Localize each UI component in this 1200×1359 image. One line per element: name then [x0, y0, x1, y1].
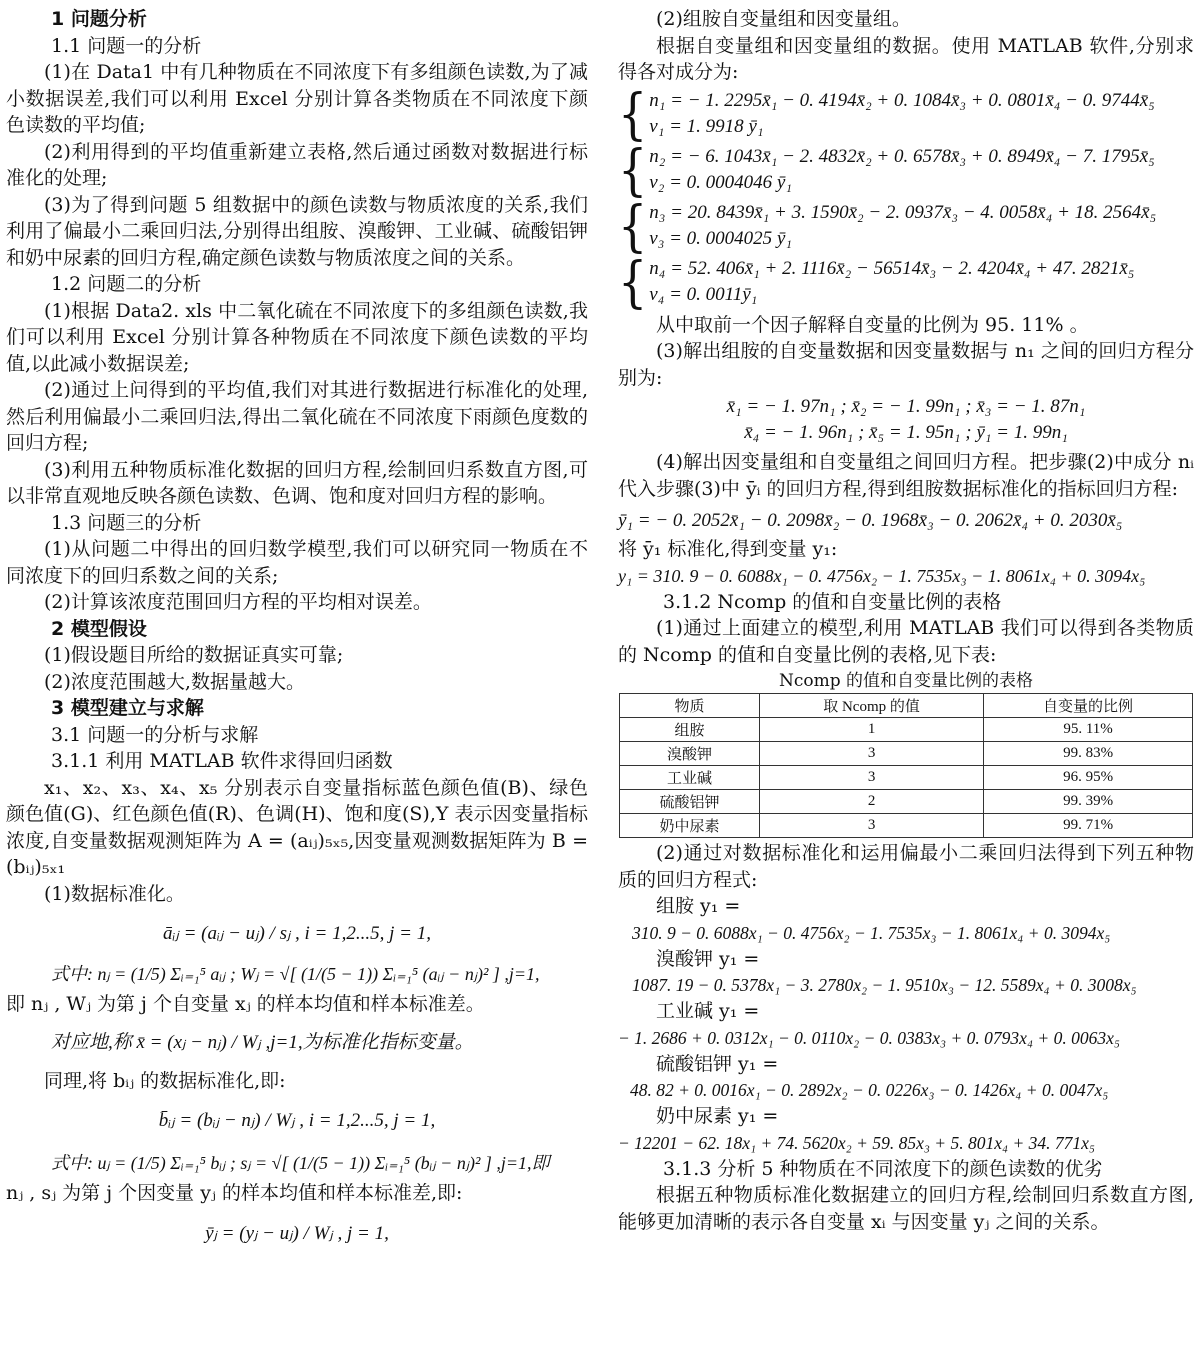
- paragraph: (1)在 Data1 中有几种物质在不同浓度下有多组颜色读数,为了减小数据误差,我们可以利用 Excel 分别计算各类物质在不同浓度下颜色读数的平均值;: [6, 61, 588, 136]
- table-row: [620, 766, 1193, 790]
- table-cell: 3: [760, 742, 984, 766]
- equation: n₂ = − 6. 1043x̄₁ − 2. 4832x̄₂ + 0. 6578x̄₃ + 0. 8949x̄₄ − 7. 1795x̄₅: [649, 145, 1155, 167]
- subsection-heading: 3.1 问题一的分析与求解: [51, 723, 259, 746]
- subsection-heading: 1.3 问题三的分析: [51, 511, 202, 534]
- table-row: [620, 718, 1193, 742]
- section-heading: 1 问题分析: [51, 8, 147, 30]
- equation: v₄ = 0. 0011ȳ₁: [649, 283, 758, 305]
- subsection-heading: 1.1 问题一的分析: [51, 34, 202, 57]
- table-cell: 95. 11%: [984, 718, 1193, 742]
- equation: x̄₄ = − 1. 96n₁ ; x̄₅ = 1. 95n₁ ; ȳ₁ = 1. 99n₁: [744, 422, 1068, 443]
- table-cell: 溴酸钾: [620, 742, 760, 766]
- equation: v₂ = 0. 0004046 ȳ₁: [649, 171, 792, 193]
- paragraph: x₁、x₂、x₃、x₄、x₅ 分别表示自变量指标蓝色颜色值(B)、绿色颜色值(G)、红色颜色值(R)、色调(H)、饱和度(S),Y 表示因变量指标浓度,自变量数据观测矩阵为 A = (aᵢⱼ)₅ₓ₅,因变量观测数据矩阵为 B = (bᵢⱼ)₅ₓ₁: [6, 776, 588, 878]
- paragraph: (1)通过上面建立的模型,利用 MATLAB 我们可以得到各类物质的 Ncomp 的值和自变量比例的表格,见下表:: [618, 617, 1194, 666]
- paragraph: (2)通过上问得到的平均值,我们对其进行数据进行标准化的处理,然后利用偏最小二乘回归法,得出二氧化硫在不同浓度下雨颜色度数的回归方程;: [6, 379, 588, 454]
- table-row: [620, 742, 1193, 766]
- table-cell: 3: [760, 766, 984, 790]
- table-row: [620, 790, 1193, 814]
- paragraph: (4)解出因变量组和自变量组之间回归方程。把步骤(2)中成分 nᵢ 代入步骤(3)中 ȳᵢ 的回归方程,得到组胺数据标准化的指标回归方程:: [618, 451, 1194, 500]
- paragraph: nⱼ , sⱼ 为第 j 个因变量 yⱼ 的样本均值和样本标准差,即:: [6, 1182, 463, 1204]
- section-heading: 3 模型建立与求解: [51, 697, 204, 719]
- subsubsection-heading: 3.1.3 分析 5 种物质在不同浓度下的颜色读数的优劣: [663, 1157, 1103, 1180]
- section-heading: 2 模型假设: [51, 617, 147, 640]
- equation: 48. 82 + 0. 0016x₁ − 0. 2892x₂ − 0. 0226x₃ − 0. 1426x₄ + 0. 0047x₅: [630, 1080, 1109, 1100]
- paragraph: (3)解出组胺的自变量数据和因变量数据与 n₁ 之间的回归方程分别为:: [618, 340, 1194, 389]
- subsubsection-heading: 3.1.2 Ncomp 的值和自变量比例的表格: [663, 590, 1002, 613]
- paragraph: 同理,将 bᵢⱼ 的数据标准化,即:: [44, 1069, 286, 1092]
- equation-label: 溴酸钾 y₁ =: [656, 947, 760, 970]
- equation: n₁ = − 1. 2295x̄₁ − 0. 4194x̄₂ + 0. 1084x̄₃ + 0. 0801x̄₄ − 0. 9744x̄₅: [649, 89, 1155, 111]
- table-cell: 99. 39%: [984, 790, 1193, 814]
- right-column: [618, 6, 1194, 1235]
- equation-label: 硫酸铝钾 y₁ =: [656, 1052, 779, 1075]
- table-caption: Ncomp 的值和自变量比例的表格: [778, 671, 1034, 691]
- equation: ȳ₁ = − 0. 2052x̄₁ − 0. 2098x̄₂ − 0. 1968x̄₃ − 0. 2062x̄₄ + 0. 2030x̄₅: [618, 510, 1123, 531]
- equation-system: [618, 249, 1194, 314]
- paragraph: 将 ȳ₁ 标准化,得到变量 y₁:: [618, 538, 838, 560]
- equation-system: [618, 137, 1194, 202]
- equation: 式中: uⱼ = (1/5) Σᵢ₌₁⁵ bᵢⱼ ; sⱼ = √[ (1/(5 − 1)) Σᵢ₌₁⁵ (bᵢⱼ − nⱼ)² ] ,j=1,即: [51, 1153, 550, 1173]
- subsubsection-heading: 3.1.1 利用 MATLAB 软件求得回归函数: [51, 750, 393, 772]
- table-header: 物质: [620, 694, 760, 718]
- paragraph: (2)计算该浓度范围回归方程的平均相对误差。: [44, 591, 432, 613]
- table-row: [620, 814, 1193, 838]
- paragraph: (2)通过对数据标准化和运用偏最小二乘回归法得到下列五种物质的回归方程式:: [618, 842, 1194, 891]
- equation: − 1. 2686 + 0. 0312x₁ − 0. 0110x₂ − 0. 0383x₃ + 0. 0793x₄ + 0. 0063x₅: [618, 1027, 1120, 1048]
- paragraph: (1)假设题目所给的数据证真实可靠;: [44, 644, 344, 666]
- table-cell: 硫酸铝钾: [620, 790, 760, 814]
- table-cell: 1: [760, 718, 984, 742]
- table-cell: 2: [760, 790, 984, 814]
- paragraph: 从中取前一个因子解释自变量的比例为 95. 11% 。: [656, 313, 1089, 336]
- paragraph: 即 nⱼ , Wⱼ 为第 j 个自变量 xⱼ 的样本均值和样本标准差。: [6, 993, 485, 1015]
- subsection-heading: 1.2 问题二的分析: [51, 273, 202, 295]
- left-column: [6, 6, 588, 1247]
- table-cell: 3: [760, 814, 984, 838]
- table-cell: 99. 71%: [984, 814, 1193, 838]
- paragraph: (1)根据 Data2. xls 中二氧化硫在不同浓度下的多组颜色读数,我们可以利用 Excel 分别计算各种物质在不同浓度下颜色读数的平均值,以此减小数据误差;: [6, 299, 588, 375]
- brace-symbol: {: [618, 81, 648, 146]
- equation: y₁ = 310. 9 − 0. 6088x₁ − 0. 4756x₂ − 1. 7535x₃ − 1. 8061x₄ + 0. 3094x₅: [618, 565, 1146, 586]
- paragraph: (2)利用得到的平均值重新建立表格,然后通过函数对数据进行标准化的处理;: [6, 140, 588, 189]
- brace-symbol: {: [618, 249, 648, 314]
- equation-label: 组胺 y₁ =: [656, 895, 741, 917]
- equation-label: 奶中尿素 y₁ =: [656, 1105, 779, 1127]
- equation: − 12201 − 62. 18x₁ + 74. 5620x₂ + 59. 85x₃ + 5. 801x₄ + 34. 771x₅: [618, 1132, 1095, 1153]
- paragraph: (2)浓度范围越大,数据量越大。: [44, 670, 305, 693]
- table-cell: 工业碱: [620, 766, 760, 790]
- table-header-row: [620, 694, 1193, 718]
- equation-label: 工业碱 y₁ =: [656, 1000, 760, 1022]
- table-header: 自变量的比例: [984, 694, 1193, 718]
- paragraph: (1)数据标准化。: [44, 882, 185, 905]
- equation: 对应地,称 x̄ = (xⱼ − nⱼ) / Wⱼ ,j=1,为标准化指标变量。: [51, 1031, 474, 1053]
- equation: n₄ = 52. 406x̄₁ + 2. 1116x̄₂ − 56514x̄₃ − 2. 4204x̄₄ + 47. 2821x̄₅: [649, 257, 1135, 279]
- equation: ȳⱼ = (yⱼ − uⱼ) / Wⱼ , j = 1,: [205, 1222, 389, 1244]
- table-cell: 奶中尿素: [620, 814, 760, 838]
- equation: 1087. 19 − 0. 5378x₁ − 3. 2780x₂ − 1. 9510x₃ − 12. 5589x₄ + 0. 3008x₅: [632, 975, 1137, 995]
- equation: n₃ = 20. 8439x̄₁ + 3. 1590x̄₂ − 2. 0937x̄₃ − 4. 0058x̄₄ + 18. 2564x̄₅: [649, 201, 1157, 223]
- equation: 310. 9 − 0. 6088x₁ − 0. 4756x₂ − 1. 7535x₃ − 1. 8061x₄ + 0. 3094x₅: [632, 922, 1111, 943]
- equation: 式中: nⱼ = (1/5) Σᵢ₌₁⁵ aᵢⱼ ; Wⱼ = √[ (1/(5 − 1)) Σᵢ₌₁⁵ (aᵢⱼ − nⱼ)² ] ,j=1,: [51, 964, 540, 984]
- equation: b̄ᵢⱼ = (bᵢⱼ − nⱼ) / Wⱼ , i = 1,2...5, j = 1,: [158, 1110, 436, 1131]
- table-cell: 96. 95%: [984, 766, 1193, 790]
- paragraph: 根据五种物质标准化数据建立的回归方程,绘制回归系数直方图,能够更加清晰的表示各自变量 xᵢ 与因变量 yⱼ 之间的关系。: [618, 1184, 1194, 1233]
- table-cell: 99. 83%: [984, 742, 1193, 766]
- table-header: 取 Ncomp 的值: [760, 694, 984, 718]
- ncomp-table: [619, 693, 1193, 838]
- equation: v₁ = 1. 9918 ȳ₁: [649, 115, 764, 137]
- equation-system: [618, 193, 1194, 258]
- paragraph: 根据自变量组和因变量组的数据。使用 MATLAB 软件,分别求得各对成分为:: [618, 34, 1194, 83]
- paragraph: (3)为了得到问题 5 组数据中的颜色读数与物质浓度的关系,我们利用了偏最小二乘回归法,分别得出组胺、溴酸钾、工业碱、硫酸铝钾和奶中尿素的回归方程,确定颜色读数与物质浓度之间的关系。: [6, 193, 588, 269]
- table-cell: 组胺: [620, 718, 760, 742]
- equation: āᵢⱼ = (aᵢⱼ − uⱼ) / sⱼ , i = 1,2...5, j = 1,: [163, 923, 431, 944]
- equation: x̄₁ = − 1. 97n₁ ; x̄₂ = − 1. 99n₁ ; x̄₃ = − 1. 87n₁: [726, 396, 1086, 417]
- equation: v₃ = 0. 0004025 ȳ₁: [649, 227, 792, 249]
- brace-symbol: {: [618, 137, 648, 202]
- paragraph: (1)从问题二中得出的回归数学模型,我们可以研究同一物质在不同浓度下的回归系数之间的关系;: [6, 538, 588, 587]
- paragraph: (3)利用五种物质标准化数据的回归方程,绘制回归系数直方图,可以非常直观地反映各颜色读数、色调、饱和度对回归方程的影响。: [6, 458, 588, 507]
- paragraph: (2)组胺自变量组和因变量组。: [656, 8, 911, 30]
- brace-symbol: {: [618, 193, 648, 258]
- equation-system: [618, 81, 1194, 146]
